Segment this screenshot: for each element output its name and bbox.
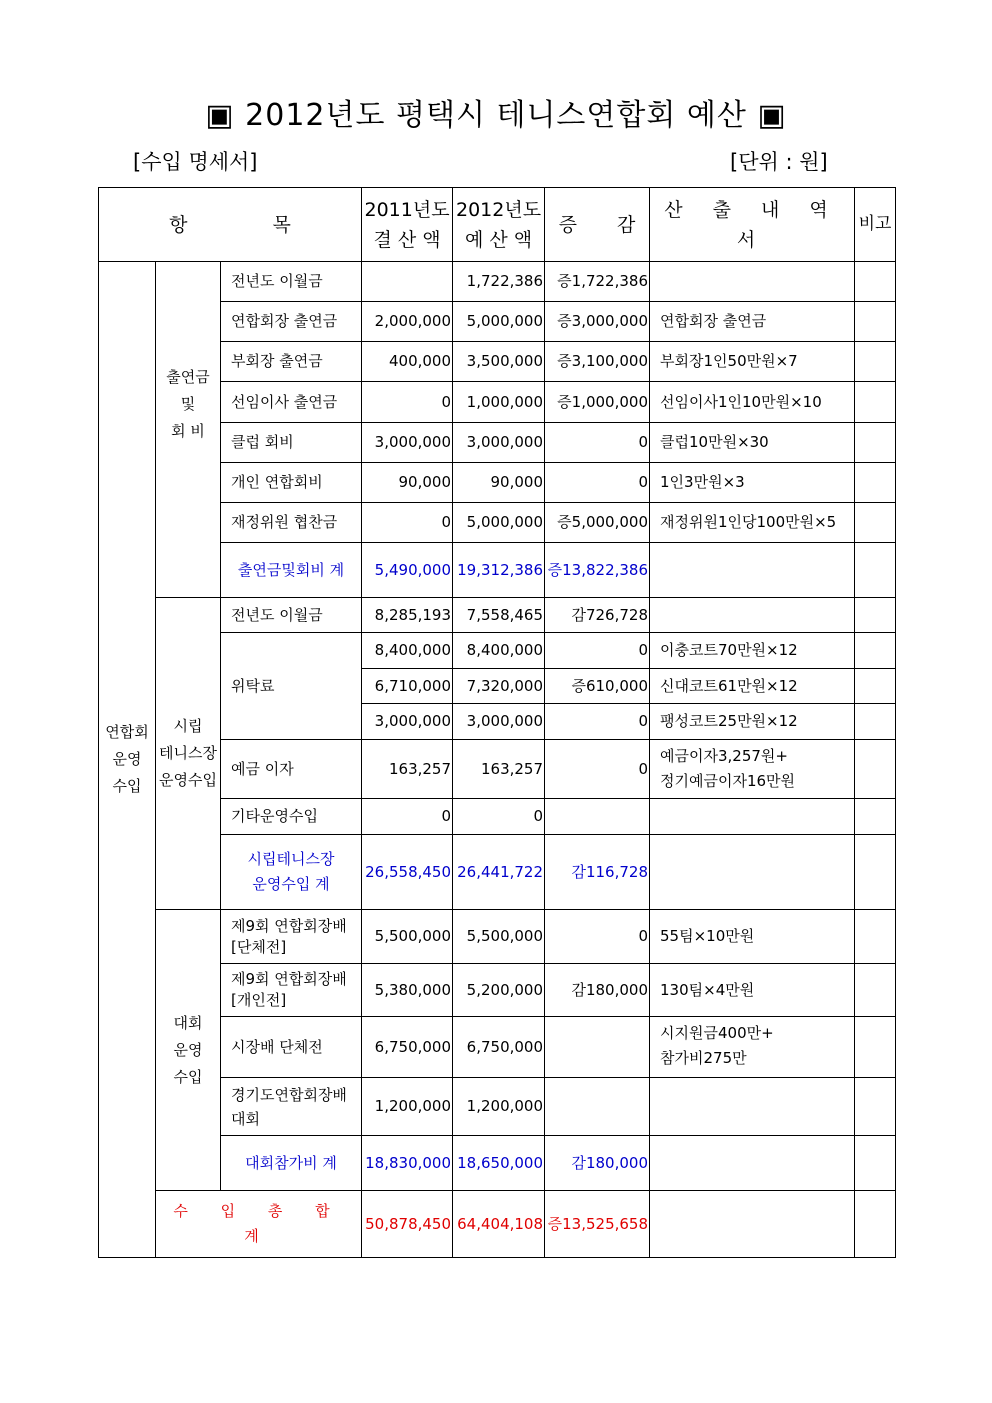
item-label: 재정위원 협찬금 bbox=[221, 503, 362, 543]
val-change: 증5,000,000 bbox=[545, 503, 650, 543]
val-calc bbox=[650, 1078, 855, 1136]
val-calc bbox=[650, 1136, 855, 1191]
val-2011: 0 bbox=[362, 382, 453, 423]
val-2012: 5,200,000 bbox=[453, 964, 545, 1017]
val-change: 증13,822,386 bbox=[545, 543, 650, 598]
val-2012: 18,650,000 bbox=[453, 1136, 545, 1191]
val-2012: 19,312,386 bbox=[453, 543, 545, 598]
val-change: 감180,000 bbox=[545, 964, 650, 1017]
val-2012: 3,000,000 bbox=[453, 704, 545, 740]
val-calc bbox=[650, 799, 855, 835]
val-2011: 5,380,000 bbox=[362, 964, 453, 1017]
table-row bbox=[99, 598, 896, 633]
val-2011: 3,000,000 bbox=[362, 423, 453, 463]
val-note bbox=[855, 799, 896, 835]
val-change: 0 bbox=[545, 633, 650, 669]
val-note bbox=[855, 669, 896, 704]
item-label: 연합회장 출연금 bbox=[221, 302, 362, 342]
total-change: 증13,525,658 bbox=[545, 1191, 650, 1258]
val-change bbox=[545, 799, 650, 835]
val-note bbox=[855, 1017, 896, 1078]
val-2012: 5,500,000 bbox=[453, 910, 545, 964]
val-change: 0 bbox=[545, 463, 650, 503]
val-2011: 18,830,000 bbox=[362, 1136, 453, 1191]
val-calc: 1인3만원×3 bbox=[650, 463, 855, 503]
val-note bbox=[855, 423, 896, 463]
val-change: 증1,000,000 bbox=[545, 382, 650, 423]
val-2012: 3,000,000 bbox=[453, 423, 545, 463]
budget-table bbox=[98, 187, 896, 1258]
val-2011: 6,750,000 bbox=[362, 1017, 453, 1078]
val-change: 0 bbox=[545, 910, 650, 964]
header-change: 증 감 bbox=[545, 188, 650, 262]
val-change: 증1,722,386 bbox=[545, 262, 650, 302]
item-label: 예금 이자 bbox=[221, 740, 362, 799]
val-2011: 5,490,000 bbox=[362, 543, 453, 598]
group-contrib: 출연금 및 회 비 bbox=[156, 262, 221, 598]
header-2011: 2011년도 결 산 액 bbox=[362, 188, 453, 262]
val-2011: 5,500,000 bbox=[362, 910, 453, 964]
page-title: ▣ 2012년도 평택시 테니스연합회 예산 ▣ bbox=[205, 98, 787, 133]
subtotal-label: 대회참가비 계 bbox=[221, 1136, 362, 1191]
val-change: 감180,000 bbox=[545, 1136, 650, 1191]
total-2011: 50,878,450 bbox=[362, 1191, 453, 1258]
val-2012: 5,000,000 bbox=[453, 302, 545, 342]
val-note bbox=[855, 503, 896, 543]
val-2011: 163,257 bbox=[362, 740, 453, 799]
header-row bbox=[99, 188, 896, 262]
item-label: 경기도연합회장배 대회 bbox=[221, 1078, 362, 1136]
val-note bbox=[855, 543, 896, 598]
table-row bbox=[99, 910, 896, 964]
val-note bbox=[855, 835, 896, 910]
val-change: 0 bbox=[545, 423, 650, 463]
header-item: 항 목 bbox=[99, 188, 362, 262]
val-note bbox=[855, 910, 896, 964]
val-calc: 선임이사1인10만원×10 bbox=[650, 382, 855, 423]
val-calc: 신대코트61만원×12 bbox=[650, 669, 855, 704]
header-note: 비고 bbox=[855, 188, 896, 262]
val-note bbox=[855, 382, 896, 423]
val-change bbox=[545, 1017, 650, 1078]
item-label: 전년도 이월금 bbox=[221, 598, 362, 633]
val-2011 bbox=[362, 262, 453, 302]
val-change: 감726,728 bbox=[545, 598, 650, 633]
val-note bbox=[855, 964, 896, 1017]
val-2011: 2,000,000 bbox=[362, 302, 453, 342]
total-2012: 64,404,108 bbox=[453, 1191, 545, 1258]
val-note bbox=[855, 704, 896, 740]
val-2012: 1,722,386 bbox=[453, 262, 545, 302]
val-calc: 예금이자3,257원+ 정기예금이자16만원 bbox=[650, 740, 855, 799]
val-2011: 3,000,000 bbox=[362, 704, 453, 740]
category-cell: 연합회 운영 수입 bbox=[99, 262, 156, 1258]
val-2012: 163,257 bbox=[453, 740, 545, 799]
val-change: 0 bbox=[545, 740, 650, 799]
group-tournament: 대회 운영 수입 bbox=[156, 910, 221, 1191]
subtitle-unit: [단위 : 원] bbox=[730, 150, 828, 174]
val-2012: 8,400,000 bbox=[453, 633, 545, 669]
val-calc: 130팀×4만원 bbox=[650, 964, 855, 1017]
val-calc: 연합회장 출연금 bbox=[650, 302, 855, 342]
val-2011: 8,400,000 bbox=[362, 633, 453, 669]
val-2012: 5,000,000 bbox=[453, 503, 545, 543]
total-label: 수 입 총 합 계 bbox=[156, 1191, 362, 1258]
val-2012: 7,558,465 bbox=[453, 598, 545, 633]
item-label: 제9회 연합회장배 [단체전] bbox=[221, 910, 362, 964]
val-2012: 7,320,000 bbox=[453, 669, 545, 704]
total-note bbox=[855, 1191, 896, 1258]
val-note bbox=[855, 633, 896, 669]
val-2011: 90,000 bbox=[362, 463, 453, 503]
item-label: 클럽 회비 bbox=[221, 423, 362, 463]
val-change: 감116,728 bbox=[545, 835, 650, 910]
val-2011: 0 bbox=[362, 799, 453, 835]
val-calc: 부회장1인50만원×7 bbox=[650, 342, 855, 382]
val-note bbox=[855, 598, 896, 633]
val-change: 증610,000 bbox=[545, 669, 650, 704]
header-calc: 산 출 내 역 서 bbox=[650, 188, 855, 262]
val-2011: 26,558,450 bbox=[362, 835, 453, 910]
val-2011: 1,200,000 bbox=[362, 1078, 453, 1136]
val-calc bbox=[650, 543, 855, 598]
val-calc: 시지원금400만+ 참가비275만 bbox=[650, 1017, 855, 1078]
val-note bbox=[855, 740, 896, 799]
val-calc: 팽성코트25만원×12 bbox=[650, 704, 855, 740]
val-note bbox=[855, 342, 896, 382]
val-2011: 0 bbox=[362, 503, 453, 543]
val-2012: 1,200,000 bbox=[453, 1078, 545, 1136]
table-row bbox=[99, 262, 896, 302]
val-note bbox=[855, 302, 896, 342]
item-label: 제9회 연합회장배 [개인전] bbox=[221, 964, 362, 1017]
val-2011: 6,710,000 bbox=[362, 669, 453, 704]
item-label: 기타운영수입 bbox=[221, 799, 362, 835]
val-note bbox=[855, 1136, 896, 1191]
total-row bbox=[99, 1191, 896, 1258]
val-2011: 8,285,193 bbox=[362, 598, 453, 633]
item-label: 부회장 출연금 bbox=[221, 342, 362, 382]
item-label: 위탁료 bbox=[221, 633, 362, 740]
val-2012: 3,500,000 bbox=[453, 342, 545, 382]
val-calc: 클럽10만원×30 bbox=[650, 423, 855, 463]
header-2012: 2012년도 예 산 액 bbox=[453, 188, 545, 262]
group-court: 시립 테니스장 운영수입 bbox=[156, 598, 221, 910]
val-2012: 1,000,000 bbox=[453, 382, 545, 423]
total-calc bbox=[650, 1191, 855, 1258]
item-label: 시장배 단체전 bbox=[221, 1017, 362, 1078]
val-calc bbox=[650, 598, 855, 633]
item-label: 전년도 이월금 bbox=[221, 262, 362, 302]
val-2012: 6,750,000 bbox=[453, 1017, 545, 1078]
val-calc: 55팀×10만원 bbox=[650, 910, 855, 964]
val-2011: 400,000 bbox=[362, 342, 453, 382]
item-label: 선임이사 출연금 bbox=[221, 382, 362, 423]
val-2012: 0 bbox=[453, 799, 545, 835]
val-change: 증3,000,000 bbox=[545, 302, 650, 342]
val-calc: 재정위원1인당100만원×5 bbox=[650, 503, 855, 543]
subtotal-label: 시립테니스장 운영수입 계 bbox=[221, 835, 362, 910]
subtotal-label: 출연금및회비 계 bbox=[221, 543, 362, 598]
item-label: 개인 연합회비 bbox=[221, 463, 362, 503]
val-note bbox=[855, 1078, 896, 1136]
val-calc bbox=[650, 262, 855, 302]
subtitle-statement: [수입 명세서] bbox=[133, 150, 258, 174]
val-note bbox=[855, 463, 896, 503]
val-change bbox=[545, 1078, 650, 1136]
val-change: 증3,100,000 bbox=[545, 342, 650, 382]
val-change: 0 bbox=[545, 704, 650, 740]
val-calc: 이충코트70만원×12 bbox=[650, 633, 855, 669]
val-note bbox=[855, 262, 896, 302]
val-2012: 90,000 bbox=[453, 463, 545, 503]
val-calc bbox=[650, 835, 855, 910]
val-2012: 26,441,722 bbox=[453, 835, 545, 910]
